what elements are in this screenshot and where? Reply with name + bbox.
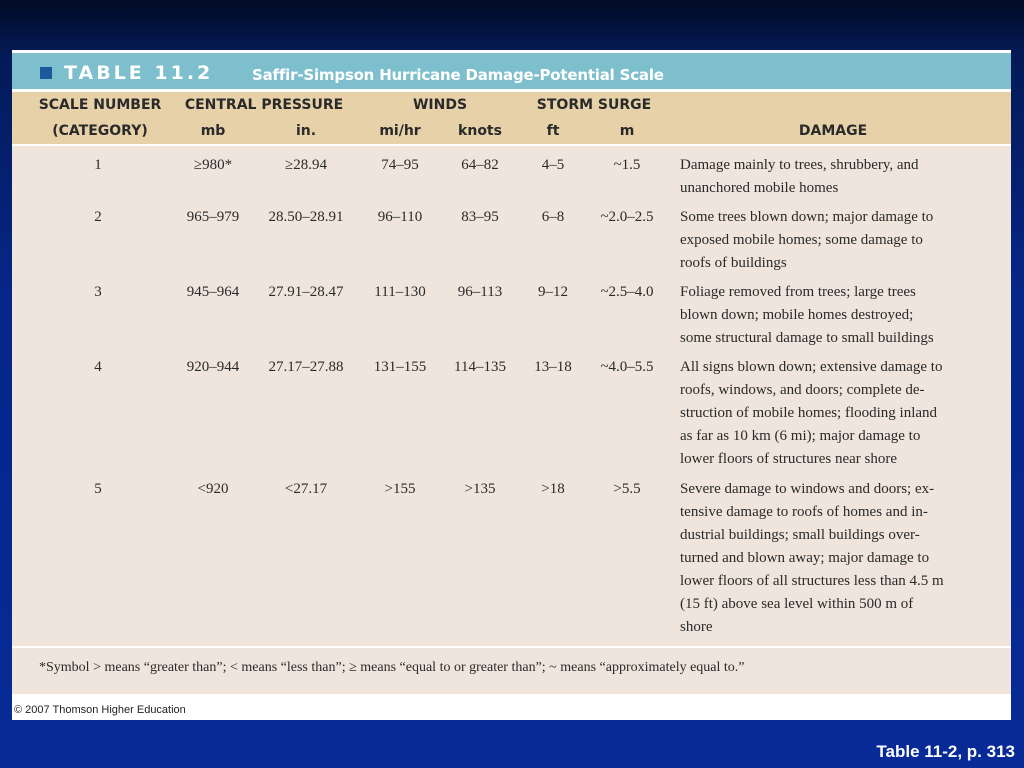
cell-pressure-mb: 965–979 — [186, 209, 240, 225]
copyright-notice: © 2007 Thomson Higher Education — [14, 704, 186, 716]
damage-line: Foliage removed from trees; large trees — [680, 284, 916, 300]
cell-pressure-in: ≥28.94 — [285, 157, 327, 173]
cell-category: 4 — [94, 359, 102, 375]
cell-pressure-mb: 920–944 — [186, 359, 240, 375]
damage-line: shore — [680, 619, 713, 635]
damage-line: exposed mobile homes; some damage to — [680, 232, 923, 248]
cell-surge-ft: 6–8 — [541, 209, 565, 225]
cell-pressure-mb: ≥980* — [193, 157, 233, 173]
cell-winds-knots: 114–135 — [454, 359, 506, 375]
damage-line: lower floors of structures near shore — [680, 451, 898, 467]
cell-damage — [680, 281, 1000, 350]
cell-surge-m: ~2.0–2.5 — [600, 209, 654, 225]
cell-surge-ft: 13–18 — [534, 359, 572, 375]
damage-line: tensive damage to roofs of homes and in- — [680, 504, 928, 520]
cell-damage — [680, 206, 1000, 275]
cell-surge-m: ~1.5 — [613, 157, 641, 173]
cell-surge-ft: >18 — [541, 481, 565, 497]
cell-winds-knots: >135 — [464, 481, 496, 497]
header-storm-surge: STORM SURGE — [536, 97, 652, 113]
cell-pressure-in: 28.50–28.91 — [268, 209, 344, 225]
damage-line: roofs, windows, and doors; complete de- — [680, 382, 925, 398]
header-winds: WINDS — [412, 97, 468, 113]
cell-pressure-in: 27.17–27.88 — [268, 359, 344, 375]
damage-line: Damage mainly to trees, shrubbery, and — [680, 157, 919, 173]
cell-pressure-mb: <920 — [197, 481, 229, 497]
header-m: m — [619, 123, 635, 139]
damage-line: dustrial buildings; small buildings over- — [680, 527, 920, 543]
damage-line: roofs of buildings — [680, 255, 787, 271]
cell-surge-ft: 4–5 — [541, 157, 565, 173]
damage-line: turned and blown away; major damage to — [680, 550, 930, 566]
cell-category: 3 — [94, 284, 102, 300]
cell-damage — [680, 356, 1000, 471]
damage-line: Some trees blown down; major damage to — [680, 209, 934, 225]
header-scale-number: SCALE NUMBER — [38, 97, 162, 113]
damage-line: All signs blown down; extensive damage to — [680, 359, 943, 375]
cell-pressure-in: <27.17 — [284, 481, 328, 497]
title-square-icon — [40, 67, 52, 79]
damage-line: Severe damage to windows and doors; ex- — [680, 481, 935, 497]
header-knots: knots — [458, 123, 502, 139]
header-damage: DAMAGE — [798, 123, 868, 139]
cell-category: 1 — [94, 157, 102, 173]
cell-damage — [680, 478, 1000, 639]
cell-winds-mihr: 131–155 — [373, 359, 427, 375]
cell-surge-m: ~2.5–4.0 — [600, 284, 654, 300]
damage-line: (15 ft) above sea level within 500 m of — [680, 596, 914, 612]
cell-surge-ft: 9–12 — [538, 284, 568, 300]
header-mb: mb — [200, 123, 226, 139]
cell-winds-knots: 64–82 — [461, 157, 499, 173]
header-mihr: mi/hr — [379, 123, 421, 139]
damage-line: as far as 10 km (6 mi); major damage to — [680, 428, 921, 444]
damage-line: unanchored mobile homes — [680, 180, 839, 196]
cell-winds-mihr: 96–110 — [377, 209, 423, 225]
table-title-bar — [12, 53, 1011, 89]
header-ft: ft — [546, 123, 560, 139]
header-category: (CATEGORY) — [52, 123, 148, 139]
header-in: in. — [295, 123, 317, 139]
slide-caption: Table 11-2, p. 313 — [876, 742, 1015, 761]
damage-line: blown down; mobile homes destroyed; — [680, 307, 914, 323]
header-central-pressure: CENTRAL PRESSURE — [184, 97, 344, 113]
damage-line: lower floors of all structures less than 4.5 m — [680, 573, 944, 589]
table-title: Saffir-Simpson Hurricane Damage-Potential Scale — [252, 66, 664, 84]
damage-line: struction of mobile homes; flooding inland — [680, 405, 938, 421]
table-footnote: *Symbol > means “greater than”; < means “less than”; ≥ means “equal to or greater than”; ~ means “approximately equal to.” — [39, 660, 745, 675]
cell-pressure-in: 27.91–28.47 — [268, 284, 344, 300]
table-header — [12, 92, 1011, 144]
cell-surge-m: >5.5 — [613, 481, 641, 497]
cell-winds-mihr: >155 — [384, 481, 416, 497]
cell-winds-knots: 83–95 — [461, 209, 499, 225]
cell-winds-knots: 96–113 — [457, 284, 503, 300]
table-label: TABLE 11.2 — [64, 62, 214, 84]
damage-line: some structural damage to small buildings — [680, 330, 934, 346]
cell-damage — [680, 154, 1000, 200]
cell-category: 2 — [94, 209, 102, 225]
cell-winds-mihr: 111–130 — [374, 284, 426, 300]
table-card — [12, 50, 1011, 720]
cell-pressure-mb: 945–964 — [186, 284, 240, 300]
cell-winds-mihr: 74–95 — [381, 157, 419, 173]
cell-surge-m: ~4.0–5.5 — [600, 359, 654, 375]
cell-category: 5 — [94, 481, 102, 497]
